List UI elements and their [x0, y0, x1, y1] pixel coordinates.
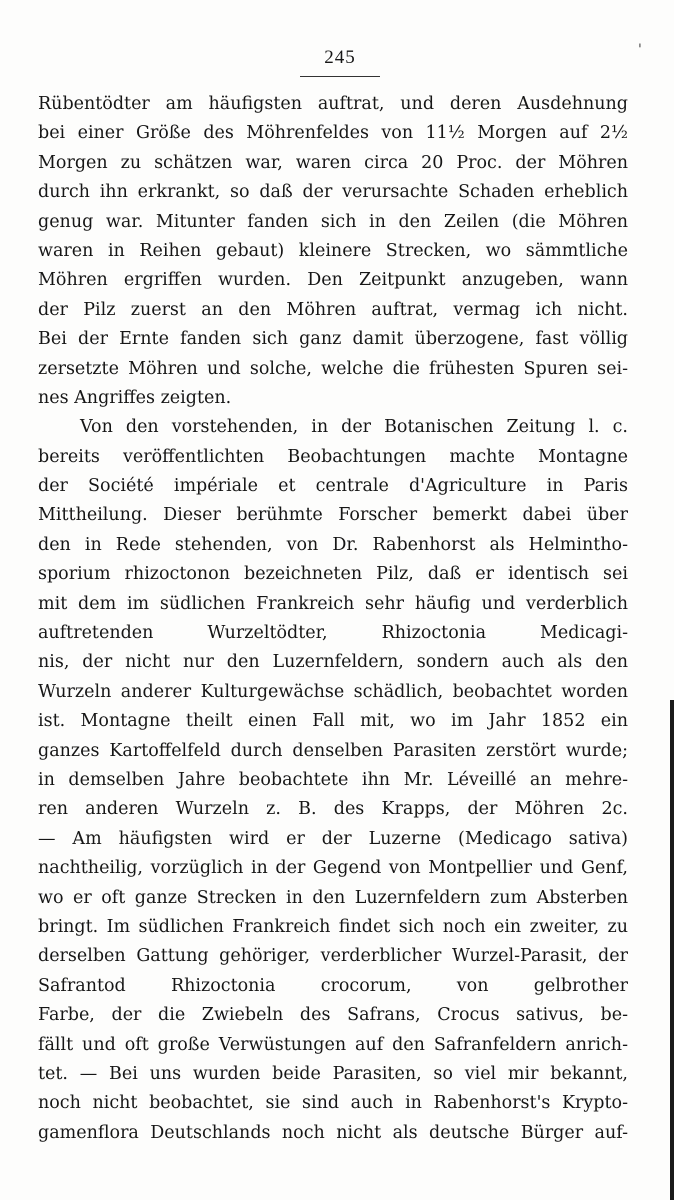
- text-line-21: Wurzeln anderer Kulturgewächse schädlich, beobachtet worden: [38, 681, 628, 702]
- corner-mark: ': [638, 42, 642, 58]
- text-line-5: genug war. Mitunter fanden sich in den Zeilen (die Möhren: [38, 211, 628, 232]
- text-line-1: Rübentödter am häufigsten auftrat, und deren Ausdehnung: [38, 94, 628, 114]
- text-line-34: tet. — Bei uns wurden beide Parasiten, so viel mir bekannt,: [38, 1063, 628, 1084]
- text-line-24: in demselben Jahre beobachtete ihn Mr. Léveillé an mehre-: [38, 769, 628, 790]
- text-line-13: bereits veröffentlichten Beobachtungen machte Montagne: [38, 446, 628, 467]
- text-line-20: nis, der nicht nur den Luzernfeldern, sondern auch als den: [38, 652, 628, 673]
- text-line-32: Farbe, der die Zwiebeln des Safrans, Crocus sativus, be-: [38, 1005, 628, 1026]
- text-line-8: der Pilz zuerst an den Möhren auftrat, vermag ich nicht.: [38, 299, 628, 320]
- body-text: [38, 90, 628, 1148]
- text-line-7: Möhren ergriffen wurden. Den Zeitpunkt anzugeben, wann: [38, 270, 628, 291]
- text-line-33: fällt und oft große Verwüstungen auf den Safranfeldern anrich-: [38, 1034, 628, 1055]
- text-line-25: ren anderen Wurzeln z. B. des Krapps, der Möhren 2c.: [38, 799, 628, 820]
- text-line-6: waren in Reihen gebaut) kleinere Strecken, wo sämmtliche: [38, 240, 628, 261]
- text-line-26: — Am häufigsten wird er der Luzerne (Medicago sativa): [38, 828, 628, 849]
- text-line-14: der Société impériale et centrale d'Agriculture in Paris: [38, 476, 628, 497]
- text-line-10: zersetzte Möhren und solche, welche die frühesten Spuren sei-: [38, 358, 628, 379]
- page-edge-shadow: [670, 700, 674, 1200]
- text-line-22: ist. Montagne theilt einen Fall mit, wo im Jahr 1852 ein: [38, 711, 628, 732]
- text-line-2: bei einer Größe des Möhrenfeldes von 11½ Morgen auf 2½: [38, 123, 628, 144]
- text-line-16: den in Rede stehenden, von Dr. Rabenhorst als Helmintho-: [38, 534, 628, 555]
- text-line-30: derselben Gattung gehöriger, verderblicher Wurzel-Parasit, der: [38, 946, 628, 967]
- text-line-31: Safrantod Rhizoctonia crocorum, von gelbrother: [38, 975, 628, 996]
- text-line-29: bringt. Im südlichen Frankreich findet sich noch ein zweiter, zu: [38, 916, 628, 937]
- text-line-18: mit dem im südlichen Frankreich sehr häufig und verderblich: [38, 593, 628, 614]
- text-line-28: wo er oft ganze Strecken in den Luzernfeldern zum Absterben: [38, 887, 628, 908]
- text-line-27: nachtheilig, vorzüglich in der Gegend von Montpellier und Genf,: [38, 858, 628, 879]
- text-line-9: Bei der Ernte fanden sich ganz damit überzogene, fast völlig: [38, 329, 628, 350]
- page-number: 245: [324, 47, 356, 68]
- text-line-36: gamenflora Deutschlands noch nicht als deutsche Bürger auf-: [38, 1122, 628, 1143]
- text-line-19: auftretenden Wurzeltödter, Rhizoctonia Medicagi-: [38, 623, 628, 644]
- text-line-12: Von den vorstehenden, in der Botanischen Zeitung l. c.: [80, 417, 628, 438]
- text-line-3: Morgen zu schätzen war, waren circa 20 Proc. der Möhren: [38, 152, 628, 173]
- text-line-17: sporium rhizoctonon bezeichneten Pilz, daß er identisch sei: [38, 564, 628, 585]
- page-number-rule: [300, 76, 380, 77]
- text-line-15: Mittheilung. Dieser berühmte Forscher bemerkt dabei über: [38, 505, 628, 526]
- text-line-35: noch nicht beobachtet, sie sind auch in Rabenhorst's Krypto-: [38, 1093, 628, 1114]
- text-line-11: nes Angriffes zeigten.: [38, 387, 232, 408]
- text-line-23: ganzes Kartoffelfeld durch denselben Parasiten zerstört wurde;: [38, 740, 628, 761]
- text-line-4: durch ihn erkrankt, so daß der verursachte Schaden erheblich: [38, 182, 628, 203]
